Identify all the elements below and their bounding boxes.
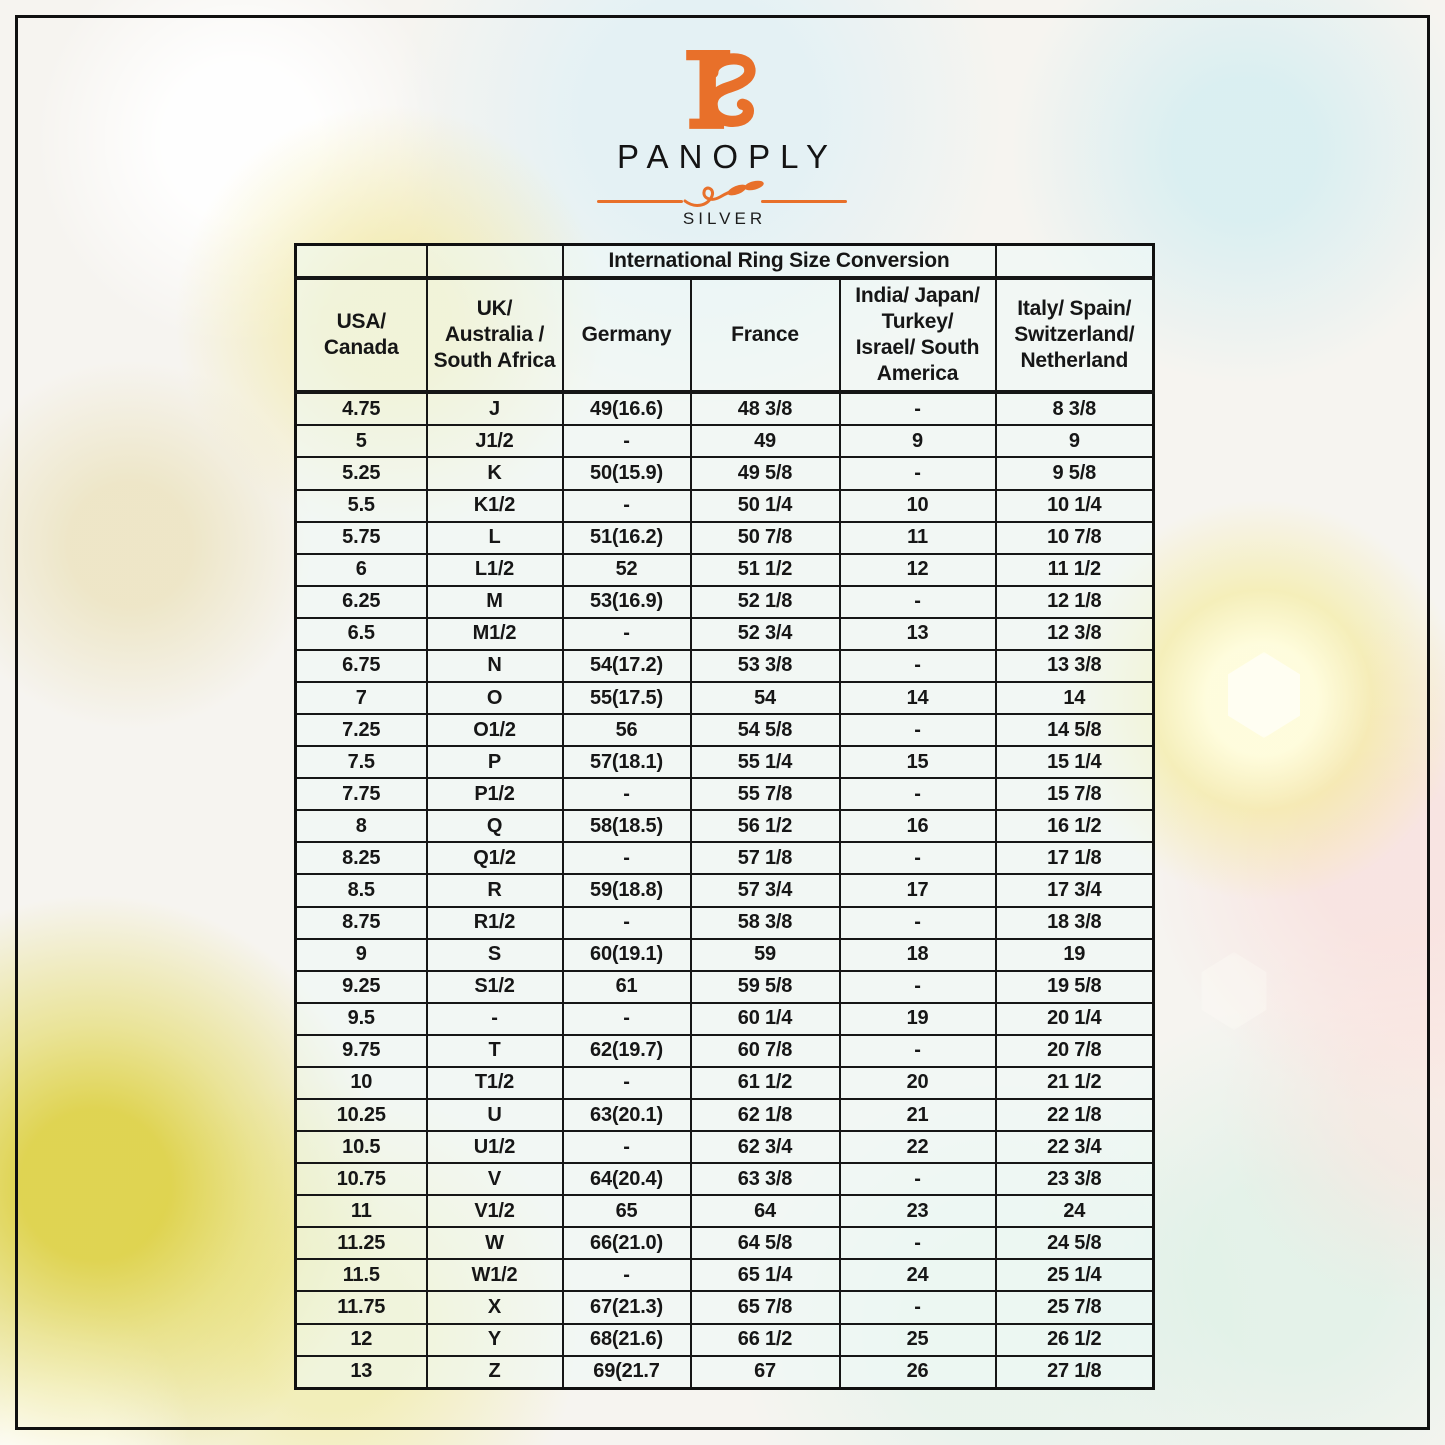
table-cell: W: [427, 1227, 563, 1259]
table-cell: 9.75: [296, 1035, 427, 1067]
table-cell: 56 1/2: [691, 810, 840, 842]
table-cell: M1/2: [427, 618, 563, 650]
table-row: [296, 1356, 1154, 1389]
table-cell: 58 3/8: [691, 907, 840, 939]
table-row: [296, 1291, 1154, 1323]
table-cell: 4.75: [296, 392, 427, 425]
table-cell: 54(17.2): [563, 650, 691, 682]
table-row: [296, 1035, 1154, 1067]
table-cell: 11: [296, 1195, 427, 1227]
table-cell: 55 1/4: [691, 746, 840, 778]
table-cell: -: [563, 618, 691, 650]
table-cell: 60 1/4: [691, 1003, 840, 1035]
table-header-row: [296, 278, 1154, 392]
table-cell: 11.75: [296, 1291, 427, 1323]
table-cell: 7.5: [296, 746, 427, 778]
table-cell: 11.5: [296, 1259, 427, 1291]
table-cell: 14 5/8: [996, 714, 1154, 746]
table-cell: 12 1/8: [996, 586, 1154, 618]
table-cell: N: [427, 650, 563, 682]
table-body: [296, 392, 1154, 1389]
table-cell: 22 1/8: [996, 1099, 1154, 1131]
table-row: [296, 1259, 1154, 1291]
table-cell: 24 5/8: [996, 1227, 1154, 1259]
table-row: [296, 682, 1154, 714]
table-cell: 26 1/2: [996, 1324, 1154, 1356]
table-row: [296, 874, 1154, 906]
table-cell: 25: [840, 1324, 996, 1356]
table-row: [296, 1163, 1154, 1195]
table-cell: X: [427, 1291, 563, 1323]
table-cell: V: [427, 1163, 563, 1195]
table-cell: -: [840, 650, 996, 682]
table-cell: 20: [840, 1067, 996, 1099]
table-cell: S: [427, 939, 563, 971]
table-cell: -: [840, 842, 996, 874]
table-cell: J1/2: [427, 425, 563, 457]
table-cell: T1/2: [427, 1067, 563, 1099]
table-cell: 51(16.2): [563, 522, 691, 554]
column-header: USA/ Canada: [296, 278, 427, 392]
table-row: [296, 425, 1154, 457]
table-cell: -: [840, 778, 996, 810]
table-cell: 20 7/8: [996, 1035, 1154, 1067]
table-cell: 15: [840, 746, 996, 778]
table-row: [296, 1227, 1154, 1259]
title-row-empty-cell: [296, 245, 427, 279]
table-cell: 7.25: [296, 714, 427, 746]
table-row: [296, 1003, 1154, 1035]
table-cell: 8.25: [296, 842, 427, 874]
table-cell: 10.25: [296, 1099, 427, 1131]
table-cell: 21 1/2: [996, 1067, 1154, 1099]
table-cell: 9: [296, 939, 427, 971]
table-cell: 16 1/2: [996, 810, 1154, 842]
table-cell: T: [427, 1035, 563, 1067]
table-cell: 11: [840, 522, 996, 554]
table-row: [296, 457, 1154, 489]
table-title-row: [296, 245, 1154, 279]
table-cell: 64(20.4): [563, 1163, 691, 1195]
table-cell: 49(16.6): [563, 392, 691, 425]
table-cell: 55(17.5): [563, 682, 691, 714]
table-row: [296, 1324, 1154, 1356]
table-cell: -: [840, 714, 996, 746]
table-cell: 20 1/4: [996, 1003, 1154, 1035]
table-cell: 50 1/4: [691, 490, 840, 522]
table-cell: 11.25: [296, 1227, 427, 1259]
table-row: [296, 810, 1154, 842]
ring-size-conversion-table: [294, 243, 1155, 1390]
table-cell: 14: [840, 682, 996, 714]
table-cell: -: [840, 1291, 996, 1323]
table-cell: 7: [296, 682, 427, 714]
table-cell: 63 3/8: [691, 1163, 840, 1195]
table-cell: 19: [996, 939, 1154, 971]
table-cell: O: [427, 682, 563, 714]
bokeh-hexagon-icon: [1224, 652, 1304, 738]
table-cell: Q1/2: [427, 842, 563, 874]
table-cell: O1/2: [427, 714, 563, 746]
table-cell: U1/2: [427, 1131, 563, 1163]
table-cell: 13 3/8: [996, 650, 1154, 682]
table-cell: 64: [691, 1195, 840, 1227]
table-cell: 55 7/8: [691, 778, 840, 810]
table-cell: P1/2: [427, 778, 563, 810]
table-cell: 9.25: [296, 971, 427, 1003]
table-cell: 65: [563, 1195, 691, 1227]
title-row-empty-cell: [996, 245, 1154, 279]
table-cell: 62 3/4: [691, 1131, 840, 1163]
table-cell: M: [427, 586, 563, 618]
table-cell: K1/2: [427, 490, 563, 522]
table-cell: 23 3/8: [996, 1163, 1154, 1195]
table-row: [296, 490, 1154, 522]
table-cell: 67(21.3): [563, 1291, 691, 1323]
table-cell: J: [427, 392, 563, 425]
table-cell: 10: [296, 1067, 427, 1099]
table-cell: 65 7/8: [691, 1291, 840, 1323]
table-cell: 5.75: [296, 522, 427, 554]
table-cell: R: [427, 874, 563, 906]
table-cell: 60(19.1): [563, 939, 691, 971]
table-cell: 54: [691, 682, 840, 714]
column-header: UK/ Australia / South Africa: [427, 278, 563, 392]
table-cell: 52: [563, 554, 691, 586]
table-cell: 12: [296, 1324, 427, 1356]
brand-name: PANOPLY: [617, 138, 838, 175]
table-cell: 59 5/8: [691, 971, 840, 1003]
table-cell: 57 3/4: [691, 874, 840, 906]
table-cell: Q: [427, 810, 563, 842]
table-cell: 54 5/8: [691, 714, 840, 746]
table-cell: L1/2: [427, 554, 563, 586]
table-title: International Ring Size Conversion: [563, 245, 996, 279]
table-cell: 61: [563, 971, 691, 1003]
table-cell: L: [427, 522, 563, 554]
table-cell: 6.75: [296, 650, 427, 682]
table-row: [296, 586, 1154, 618]
ps-monogram-icon: [685, 50, 757, 136]
table-cell: -: [563, 1259, 691, 1291]
table-cell: 62(19.7): [563, 1035, 691, 1067]
column-header: Germany: [563, 278, 691, 392]
table-row: [296, 842, 1154, 874]
table-cell: 9 5/8: [996, 457, 1154, 489]
table-cell: 65 1/4: [691, 1259, 840, 1291]
table-cell: 66 1/2: [691, 1324, 840, 1356]
table-row: [296, 554, 1154, 586]
table-cell: 15 1/4: [996, 746, 1154, 778]
table-cell: Z: [427, 1356, 563, 1389]
table-cell: 6.5: [296, 618, 427, 650]
table-cell: 10: [840, 490, 996, 522]
table-cell: -: [563, 490, 691, 522]
table-cell: 57 1/8: [691, 842, 840, 874]
table-cell: -: [563, 778, 691, 810]
table-cell: Y: [427, 1324, 563, 1356]
table-cell: 6: [296, 554, 427, 586]
brand-subtitle: SILVER: [682, 209, 767, 228]
table-row: [296, 650, 1154, 682]
table-cell: 56: [563, 714, 691, 746]
table-cell: 50 7/8: [691, 522, 840, 554]
table-cell: 49: [691, 425, 840, 457]
table-cell: 59: [691, 939, 840, 971]
table-cell: R1/2: [427, 907, 563, 939]
table-cell: P: [427, 746, 563, 778]
table-cell: 13: [296, 1356, 427, 1389]
table-cell: -: [840, 971, 996, 1003]
table-row: [296, 746, 1154, 778]
table-cell: 14: [996, 682, 1154, 714]
table-cell: 11 1/2: [996, 554, 1154, 586]
table-row: [296, 392, 1154, 425]
table-cell: S1/2: [427, 971, 563, 1003]
table-cell: K: [427, 457, 563, 489]
table-cell: U: [427, 1099, 563, 1131]
table-cell: 26: [840, 1356, 996, 1389]
table-cell: 5.5: [296, 490, 427, 522]
table-cell: 66(21.0): [563, 1227, 691, 1259]
table-cell: 67: [691, 1356, 840, 1389]
table-row: [296, 522, 1154, 554]
table-cell: 10 7/8: [996, 522, 1154, 554]
table-cell: 61 1/2: [691, 1067, 840, 1099]
table-cell: 58(18.5): [563, 810, 691, 842]
table-cell: 25 1/4: [996, 1259, 1154, 1291]
table-cell: -: [563, 842, 691, 874]
table-cell: 16: [840, 810, 996, 842]
column-header: France: [691, 278, 840, 392]
table-cell: 21: [840, 1099, 996, 1131]
table-cell: -: [840, 586, 996, 618]
table-cell: -: [563, 425, 691, 457]
table-cell: 10.5: [296, 1131, 427, 1163]
table-cell: 57(18.1): [563, 746, 691, 778]
table-row: [296, 778, 1154, 810]
table-cell: 8 3/8: [996, 392, 1154, 425]
table-cell: 15 7/8: [996, 778, 1154, 810]
table-cell: -: [563, 907, 691, 939]
table-cell: W1/2: [427, 1259, 563, 1291]
table-cell: 25 7/8: [996, 1291, 1154, 1323]
table-row: [296, 618, 1154, 650]
table-cell: 53(16.9): [563, 586, 691, 618]
table-cell: 51 1/2: [691, 554, 840, 586]
table-cell: 17 3/4: [996, 874, 1154, 906]
table-cell: 8.5: [296, 874, 427, 906]
bokeh-hexagon-faint-icon: [1198, 952, 1270, 1030]
table-cell: 19: [840, 1003, 996, 1035]
table-cell: -: [840, 907, 996, 939]
table-cell: 22: [840, 1131, 996, 1163]
table-cell: 10 1/4: [996, 490, 1154, 522]
table-cell: 68(21.6): [563, 1324, 691, 1356]
table-row: [296, 714, 1154, 746]
table-cell: 24: [840, 1259, 996, 1291]
table-cell: -: [840, 1163, 996, 1195]
table-cell: 63(20.1): [563, 1099, 691, 1131]
table-cell: -: [427, 1003, 563, 1035]
table-cell: 52 3/4: [691, 618, 840, 650]
table-cell: 60 7/8: [691, 1035, 840, 1067]
table-cell: -: [840, 1035, 996, 1067]
table-cell: 69(21.7: [563, 1356, 691, 1389]
table-cell: 50(15.9): [563, 457, 691, 489]
table-row: [296, 1195, 1154, 1227]
table-cell: 27 1/8: [996, 1356, 1154, 1389]
table-row: [296, 971, 1154, 1003]
table-cell: 49 5/8: [691, 457, 840, 489]
table-cell: 5.25: [296, 457, 427, 489]
table-cell: -: [563, 1003, 691, 1035]
table-row: [296, 907, 1154, 939]
table-cell: -: [563, 1067, 691, 1099]
title-row-empty-cell: [427, 245, 563, 279]
table-cell: V1/2: [427, 1195, 563, 1227]
column-header: India/ Japan/ Turkey/ Israel/ South America: [840, 278, 996, 392]
table-cell: 10.75: [296, 1163, 427, 1195]
table-cell: 48 3/8: [691, 392, 840, 425]
table-cell: 62 1/8: [691, 1099, 840, 1131]
table-row: [296, 939, 1154, 971]
table-cell: 18 3/8: [996, 907, 1154, 939]
table-cell: 7.75: [296, 778, 427, 810]
table-row: [296, 1099, 1154, 1131]
table-row: [296, 1067, 1154, 1099]
table-cell: -: [840, 1227, 996, 1259]
table-cell: 6.25: [296, 586, 427, 618]
table-cell: -: [840, 392, 996, 425]
table-cell: -: [840, 457, 996, 489]
table-cell: 22 3/4: [996, 1131, 1154, 1163]
table-cell: 8.75: [296, 907, 427, 939]
leaf-divider-icon: [597, 180, 847, 212]
table-cell: 59(18.8): [563, 874, 691, 906]
table-cell: 19 5/8: [996, 971, 1154, 1003]
table-row: [296, 1131, 1154, 1163]
column-header: Italy/ Spain/ Switzerland/ Netherland: [996, 278, 1154, 392]
table-cell: 64 5/8: [691, 1227, 840, 1259]
table-cell: -: [563, 1131, 691, 1163]
table-cell: 9.5: [296, 1003, 427, 1035]
table-cell: 9: [996, 425, 1154, 457]
table-cell: 18: [840, 939, 996, 971]
table-cell: 5: [296, 425, 427, 457]
table-cell: 13: [840, 618, 996, 650]
table-cell: 12: [840, 554, 996, 586]
table-cell: 23: [840, 1195, 996, 1227]
table-cell: 12 3/8: [996, 618, 1154, 650]
table-cell: 52 1/8: [691, 586, 840, 618]
table-cell: 8: [296, 810, 427, 842]
table-cell: 9: [840, 425, 996, 457]
table-cell: 53 3/8: [691, 650, 840, 682]
table-cell: 17 1/8: [996, 842, 1154, 874]
table-cell: 17: [840, 874, 996, 906]
table-cell: 24: [996, 1195, 1154, 1227]
